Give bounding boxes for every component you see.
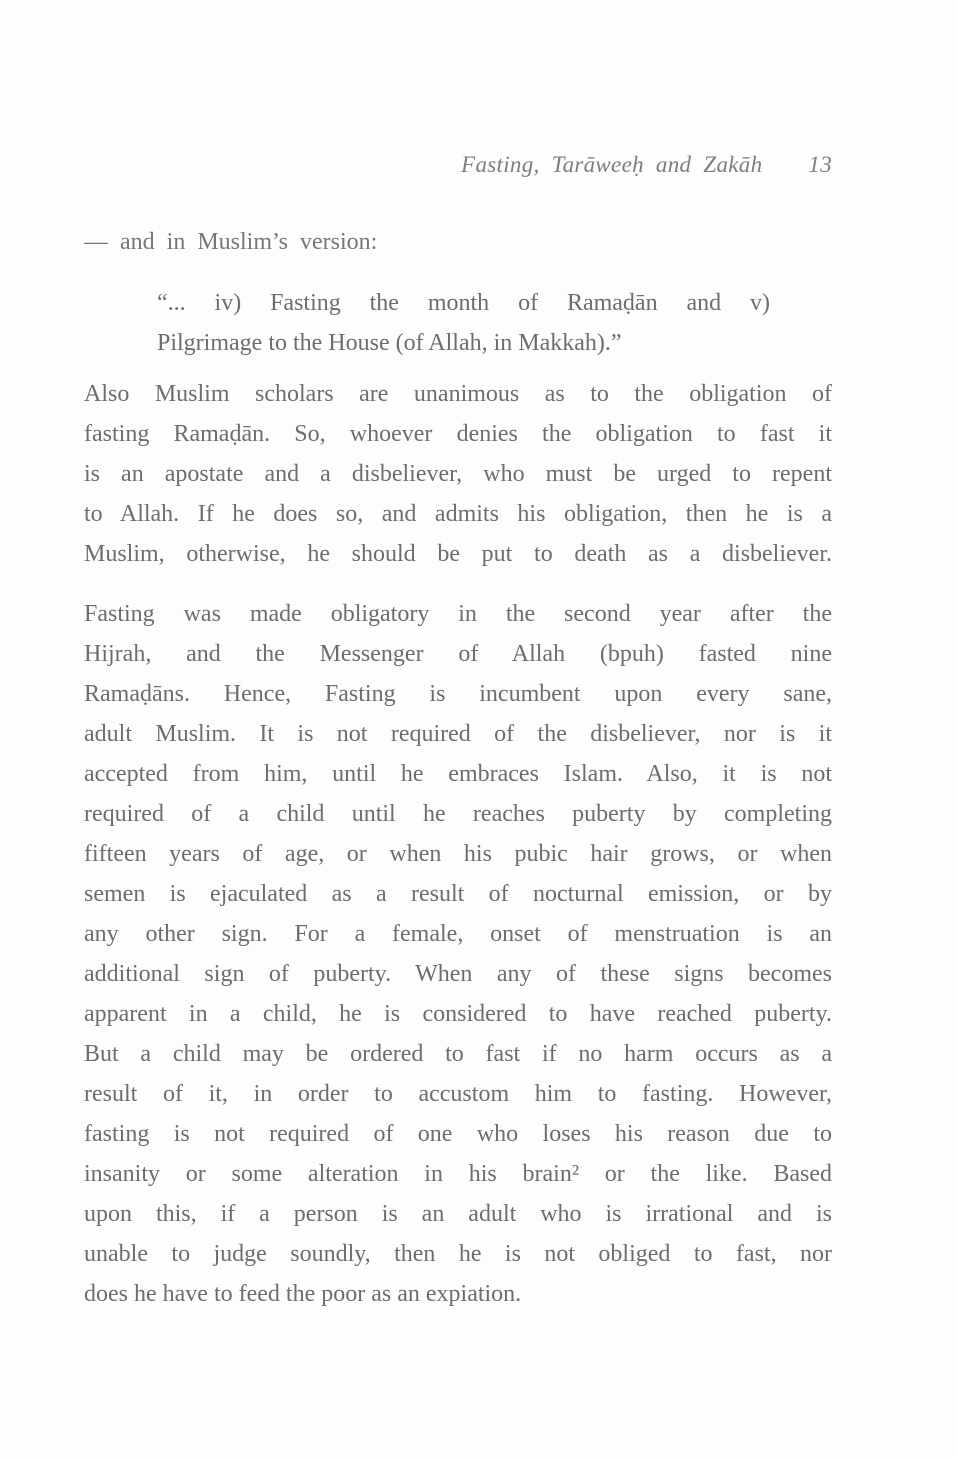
body-line: Fasting was made obligatory in the second year after the (84, 601, 832, 627)
running-head-title: Fasting, Tarāweeḥ and Zakāh (461, 152, 763, 177)
narration-intro: — and in Muslim’s version: (84, 229, 378, 255)
hadith-quote (157, 283, 770, 363)
body-line: any other sign. For a female, onset of menstruation is an (84, 921, 832, 947)
body-line: Muslim, otherwise, he should be put to death as a disbeliever. (84, 541, 832, 567)
body-line: result of it, in order to accustom him to fasting. However, (84, 1081, 832, 1107)
body-line: fasting Ramaḍān. So, whoever denies the obligation to fast it (84, 421, 832, 447)
body-line: fasting is not required of one who loses his reason due to (84, 1121, 832, 1147)
body-line: Hijrah, and the Messenger of Allah (bpuh) fasted nine (84, 641, 832, 667)
body-line: fifteen years of age, or when his pubic hair grows, or when (84, 841, 832, 867)
page-number: 13 (808, 152, 832, 177)
body-line: But a child may be ordered to fast if no harm occurs as a (84, 1041, 832, 1067)
body-line: insanity or some alteration in his brain² or the like. Based (84, 1161, 832, 1187)
body-line: is an apostate and a disbeliever, who must be urged to repent (84, 461, 832, 487)
body-line: apparent in a child, he is considered to have reached puberty. (84, 1001, 832, 1027)
body-line: unable to judge soundly, then he is not obliged to fast, nor (84, 1241, 832, 1267)
quote-line: Pilgrimage to the House (of Allah, in Makkah).” (157, 330, 622, 356)
body-line: upon this, if a person is an adult who is irrational and is (84, 1201, 832, 1227)
body-line: additional sign of puberty. When any of these signs becomes (84, 961, 832, 987)
body-line: Ramaḍāns. Hence, Fasting is incumbent upon every sane, (84, 681, 832, 707)
body-line: semen is ejaculated as a result of nocturnal emission, or by (84, 881, 832, 907)
body-line: accepted from him, until he embraces Islam. Also, it is not (84, 761, 832, 787)
page-header (84, 150, 832, 180)
body-paragraph-history (84, 594, 832, 1314)
body-line: required of a child until he reaches puberty by completing (84, 801, 832, 827)
body-line: adult Muslim. It is not required of the disbeliever, nor is it (84, 721, 832, 747)
body-line: to Allah. If he does so, and admits his obligation, then he is a (84, 501, 832, 527)
body-line: does he have to feed the poor as an expiation. (84, 1281, 522, 1307)
body-paragraph-obligation (84, 374, 832, 574)
body-line: Also Muslim scholars are unanimous as to the obligation of (84, 381, 832, 407)
quote-line: “... iv) Fasting the month of Ramaḍān and v) (157, 290, 770, 316)
